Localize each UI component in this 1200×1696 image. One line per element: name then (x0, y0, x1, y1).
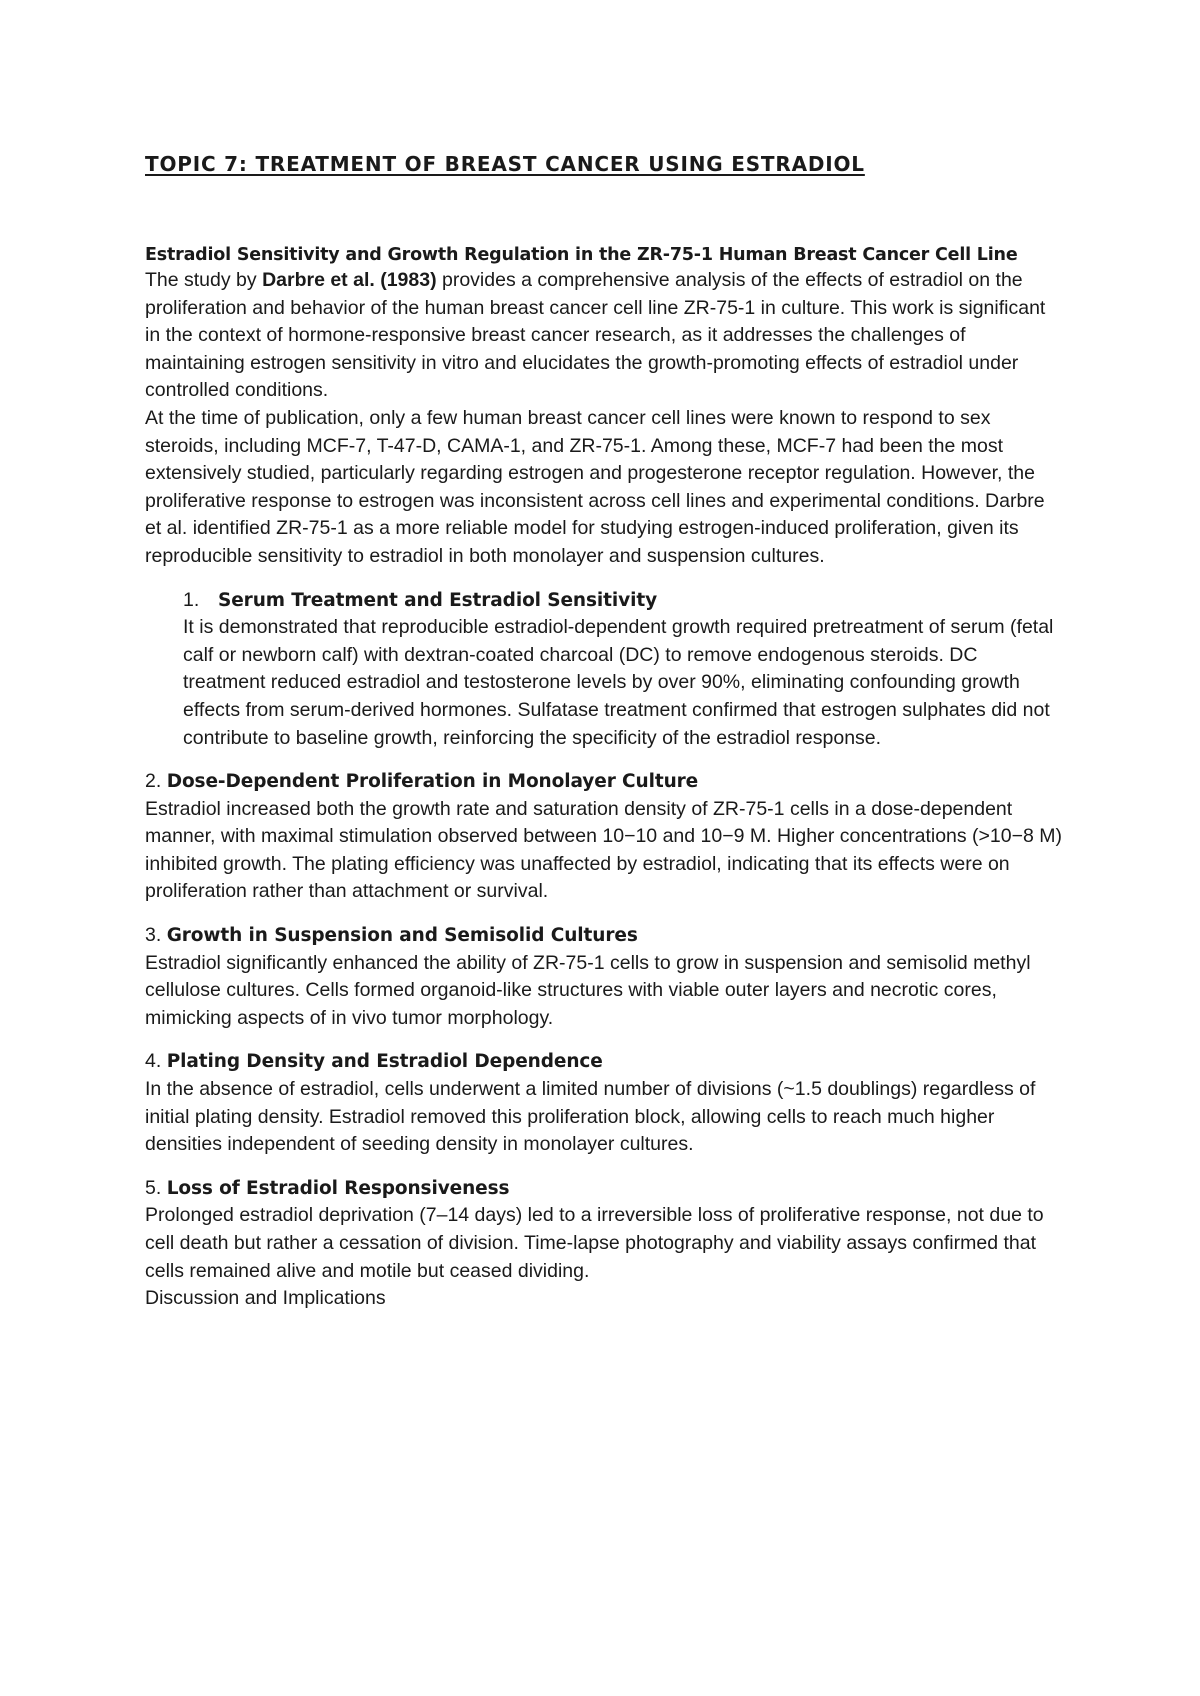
discussion-heading: Discussion and Implications (145, 1287, 386, 1310)
section-2-heading (145, 768, 1065, 796)
section-4-title: Plating Density and Estradiol Dependence (166, 1051, 603, 1073)
document-title: TOPIC 7: TREATMENT OF BREAST CANCER USING ESTRADIOL (145, 152, 865, 176)
section-1-heading (145, 587, 1065, 615)
section-5-body: Prolonged estradiol deprivation (7–14 days) led to a irreversible loss of proliferative response, not due to cell death but rather a cessation of division. Time-lapse photography and viability assays confirmed that cells remained alive and motile but ceased dividing. (145, 1204, 1044, 1282)
section-3-number: 3. (145, 924, 162, 947)
document-content (145, 150, 1065, 1313)
section-5-title: Loss of Estradiol Responsiveness (166, 1177, 510, 1199)
background-paragraph: At the time of publication, only a few human breast cancer cell lines were known to respond to sex steroids, including MCF-7, T-47-D, CAMA-1, and ZR-75-1. Among these, MCF-7 had been the most extensively studied, particularly regarding estrogen and progesterone receptor regulation. However, the proliferative response to estrogen was inconsistent across cell lines and experimental conditions. Darbre et al. identified ZR-75-1 as a more reliable model for studying estrogen-induced proliferation, given its reproducible sensitivity to estradiol in both monolayer and suspension cultures. (145, 406, 1045, 567)
intro-citation: Darbre et al. (1983) (262, 269, 437, 291)
section-1-title: Serum Treatment and Estradiol Sensitivity (218, 589, 658, 611)
section-2-number: 2. (145, 770, 162, 793)
section-3-body: Estradiol significantly enhanced the ability of ZR-75-1 cells to grow in suspension and semisolid methyl cellulose cultures. Cells formed organoid-like structures with viable outer layers and necrotic cores, mimicking aspects of in vivo tumor morphology. (145, 951, 1031, 1029)
intro-lead: The study by (145, 269, 263, 291)
section-2-title: Dose-Dependent Proliferation in Monolayer Culture (166, 771, 699, 793)
section-2-body: Estradiol increased both the growth rate and saturation density of ZR-75-1 cells in a dose-dependent manner, with maximal stimulation observed between 10−10 and 10−9 M. Higher concentrations (>10−8 M) inhibited growth. The plating efficiency was unaffected by estradiol, indicating that its effects were on proliferation rather than attachment or survival. (145, 797, 1063, 903)
section-3-heading (145, 922, 1065, 950)
document-subtitle: Estradiol Sensitivity and Growth Regulation in the ZR-75-1 Human Breast Cancer Cell Line (145, 245, 1018, 265)
intro-paragraph (145, 267, 1065, 405)
section-4-body: In the absence of estradiol, cells underwent a limited number of divisions (~1.5 doublings) regardless of initial plating density. Estradiol removed this proliferation block, allowing cells to reach much higher densities independent of seeding density in monolayer cultures. (145, 1078, 1036, 1156)
intro-rest: provides a comprehensive analysis of the effects of estradiol on the proliferation and behavior of the human breast cancer cell line ZR-75-1 in culture. This work is significant in the context of hormone-responsive breast cancer research, as it addresses the challenges of maintaining estrogen sensitivity in vitro and elucidates the growth-promoting effects of estradiol under controlled conditions. (145, 269, 1046, 402)
section-5-number: 5. (145, 1176, 162, 1199)
section-4-heading (145, 1048, 1065, 1076)
section-5-heading (145, 1175, 1065, 1203)
section-4-number: 4. (145, 1050, 162, 1073)
section-1-body: It is demonstrated that reproducible estradiol-dependent growth required pretreatment of serum (fetal calf or newborn calf) with dextran-coated charcoal (DC) to remove endogenous steroids. DC treatment reduced estradiol and testosterone levels by over 90%, eliminating confounding growth effects from serum-derived hormones. Sulfatase treatment confirmed that estrogen sulphates did not contribute to baseline growth, reinforcing the specificity of the estradiol response. (183, 616, 1054, 749)
section-3-title: Growth in Suspension and Semisolid Cultures (166, 925, 638, 947)
section-1-number: 1. (183, 588, 200, 611)
